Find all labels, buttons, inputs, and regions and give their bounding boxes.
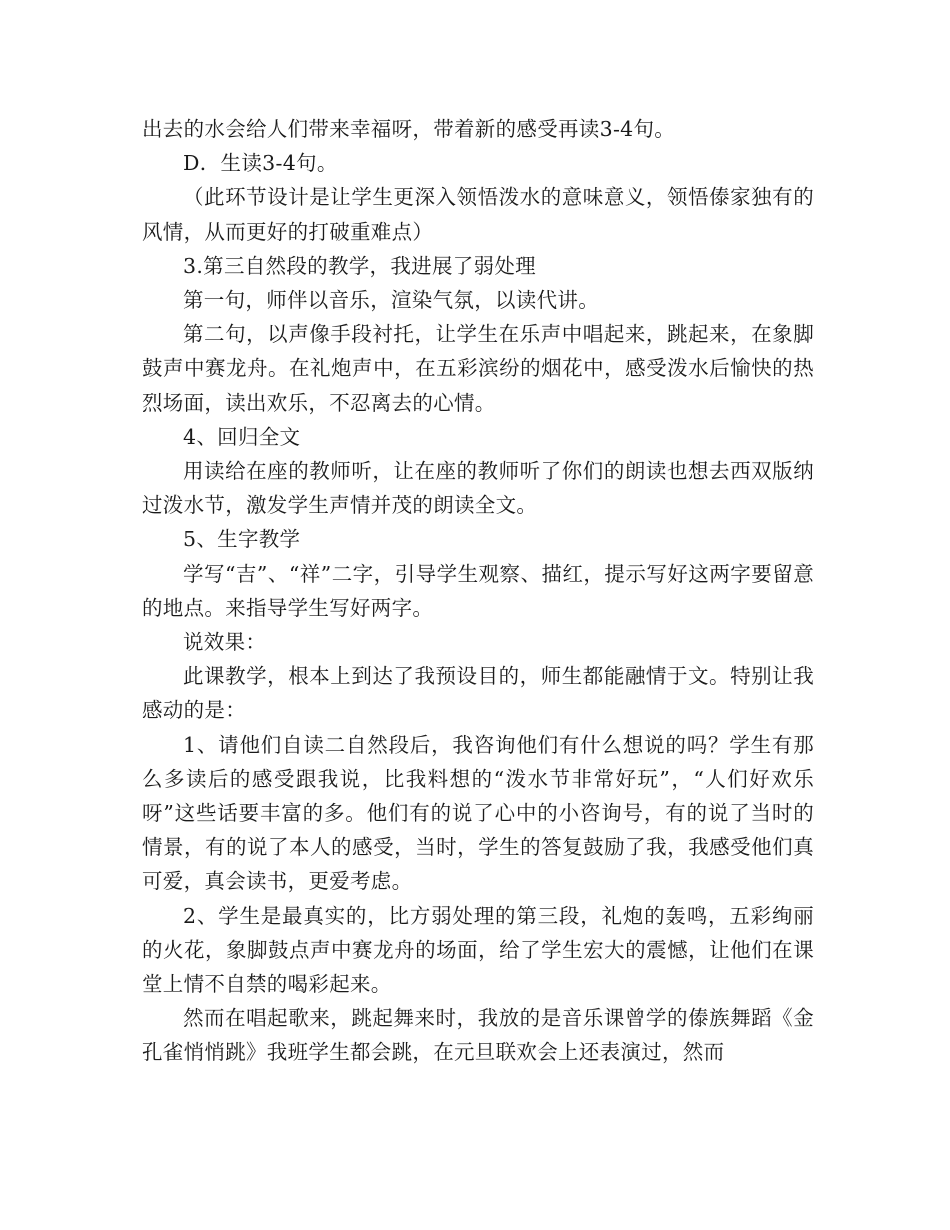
paragraph: 第二句，以声像手段衬托，让学生在乐声中唱起来，跳起来，在象脚鼓声中赛龙舟。在礼炮声中，在五彩滨纷的烟花中，感受泼水后愉快的热烈场面，读出欢乐，不忍离去的心情。	[142, 322, 814, 415]
paragraph: 3.第三自然段的教学，我进展了弱处理	[183, 253, 536, 278]
document-page	[142, 112, 814, 1070]
paragraph: D．生读3-4句。	[183, 151, 338, 176]
paragraph: 2、学生是最真实的，比方弱处理的第三段，礼炮的轰鸣，五彩绚丽的火花，象脚鼓点声中赛龙舟的场面，给了学生宏大的震憾，让他们在课堂上情不自禁的喝彩起来。	[142, 903, 814, 997]
paragraph: 第一句，师伴以音乐，渲染气氛，以读代讲。	[183, 288, 599, 313]
paragraph: 此课教学，根本上到达了我预设目的，师生都能融情于文。特别让我感动的是：	[142, 664, 814, 723]
paragraph: 然而在唱起歌来，跳起舞来时，我放的是音乐课曾学的傣族舞蹈《金孔雀悄悄跳》我班学生都会跳，在元旦联欢会上还表演过，然而	[142, 1006, 814, 1065]
paragraph: 学写“吉”、“祥”二字，引导学生观察、描红，提示写好这两字要留意的地点。来指导学生写好两字。	[142, 561, 814, 620]
section-heading: 说效果：	[183, 630, 267, 655]
section-heading: 4、回归全文	[183, 424, 301, 449]
paragraph: 1、请他们自读二自然段后，我咨询他们有什么想说的吗？学生有那么多读后的感受跟我说，比我料想的“泼水节非常好玩”，“人们好欢乐呀”这些话要丰富的多。他们有的说了心中的小咨询号，有的说了当时的情景，有的说了本人的感受，当时，学生的答复鼓励了我，我感受他们真可爱，真会读书，更爱考虑。	[142, 732, 814, 894]
paragraph: （此环节设计是让学生更深入领悟泼水的意味意义，领悟傣家独有的风情，从而更好的打破重难点）	[142, 185, 814, 244]
paragraph: 用读给在座的教师听，让在座的教师听了你们的朗读也想去西双版纳过泼水节，激发学生声情并茂的朗读全文。	[142, 459, 814, 518]
section-heading: 5、生字教学	[183, 527, 301, 552]
paragraph: 出去的水会给人们带来幸福呀，带着新的感受再读3-4句。	[142, 117, 676, 141]
